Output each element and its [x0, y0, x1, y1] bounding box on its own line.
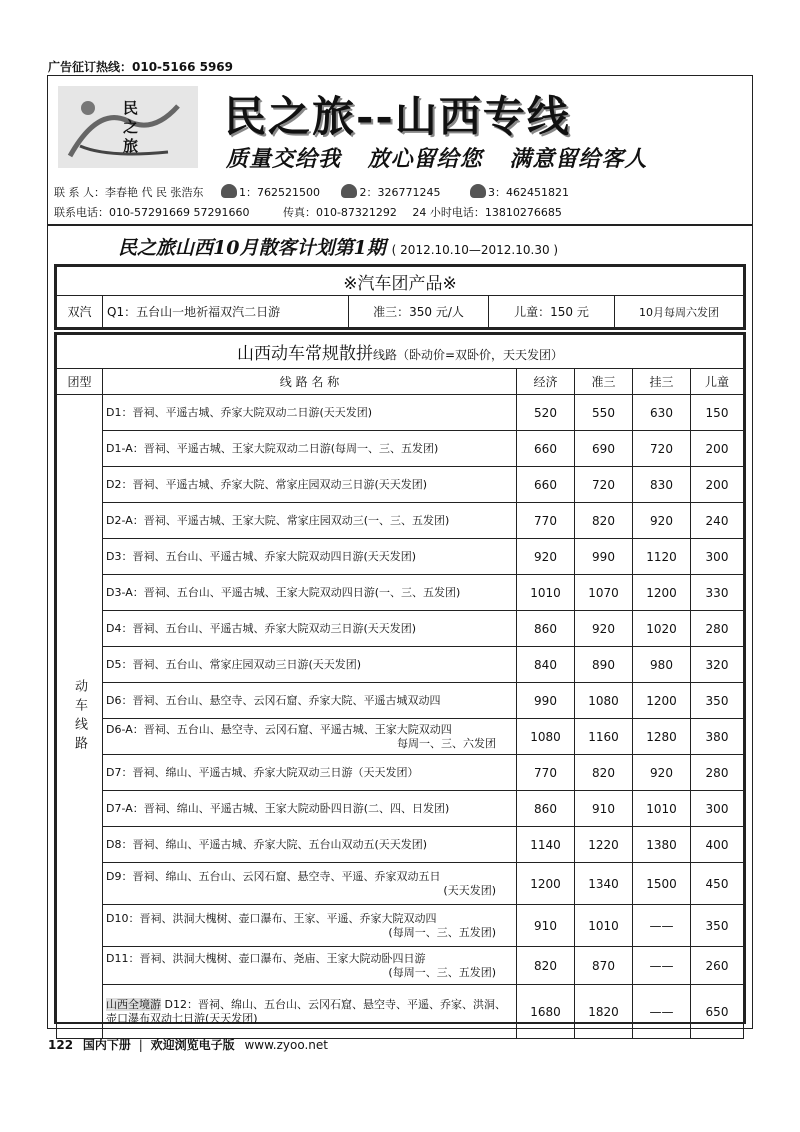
price-economy-cell: 770 — [517, 755, 575, 791]
train-table — [56, 334, 744, 1039]
col-header-child: 儿童 — [691, 369, 744, 395]
company-logo — [58, 86, 198, 168]
route-name-cell — [103, 791, 517, 827]
table-row — [57, 611, 744, 647]
contact-line-1 — [54, 184, 569, 200]
route-name-cell — [103, 647, 517, 683]
route-name-cell — [103, 683, 517, 719]
header — [48, 76, 752, 219]
page-frame — [47, 75, 753, 1029]
route-name-cell — [103, 947, 517, 985]
price-standard-cell: 1080 — [575, 683, 633, 719]
table-row — [57, 719, 744, 755]
price-superior-cell: —— — [633, 985, 691, 1039]
contact-line-2 — [54, 204, 562, 220]
route-text: D8：晋祠、绵山、平遥古城、乔家大院、五台山双动五(天天发团) — [106, 837, 428, 851]
price-standard-cell: 920 — [575, 611, 633, 647]
route-text-line2: (每周一、三、五发团) — [388, 965, 496, 979]
price-child-cell: 200 — [691, 431, 744, 467]
bus-route: Q1：五台山一地祈福双汽二日游 — [103, 296, 349, 328]
route-text-line2: (每周一、三、五发团) — [388, 925, 496, 939]
price-standard-cell: 1820 — [575, 985, 633, 1039]
table-row — [57, 395, 744, 431]
table-row — [57, 575, 744, 611]
table-row — [57, 905, 744, 947]
route-name-cell — [103, 539, 517, 575]
price-child-cell: 320 — [691, 647, 744, 683]
price-superior-cell: 1200 — [633, 683, 691, 719]
price-child-cell: 330 — [691, 575, 744, 611]
route-name-cell — [103, 395, 517, 431]
price-child-cell: 380 — [691, 719, 744, 755]
route-name-cell — [103, 905, 517, 947]
price-standard-cell: 820 — [575, 503, 633, 539]
route-name-cell — [103, 431, 517, 467]
contact-phone: 联系电话：010-57291669 57291660 — [54, 206, 250, 219]
plan-title-text: 民之旅山西10月散客计划第1期 — [118, 237, 386, 259]
price-standard-cell: 1070 — [575, 575, 633, 611]
price-standard-cell: 990 — [575, 539, 633, 575]
price-standard-cell: 690 — [575, 431, 633, 467]
col-header-type: 团型 — [57, 369, 103, 395]
page-number: 122 — [48, 1038, 74, 1052]
route-text: D7：晋祠、绵山、平遥古城、乔家大院双动三日游（天天发团） — [106, 765, 419, 779]
table-row — [57, 791, 744, 827]
route-text-line2: (天天发团) — [443, 883, 496, 897]
price-economy-cell: 660 — [517, 467, 575, 503]
price-superior-cell: 1010 — [633, 791, 691, 827]
route-text: D11：晋祠、洪洞大槐树、壶口瀑布、尧庙、王家大院动卧四日游 — [106, 951, 426, 965]
price-child-cell: 260 — [691, 947, 744, 985]
route-name-cell — [103, 863, 517, 905]
price-superior-cell: 1120 — [633, 539, 691, 575]
price-standard-cell: 820 — [575, 755, 633, 791]
qq-icon — [470, 184, 486, 198]
col-header-economy: 经济 — [517, 369, 575, 395]
price-superior-cell: 630 — [633, 395, 691, 431]
table-row — [57, 985, 744, 1039]
footer-section: 国内下册 — [82, 1038, 131, 1052]
plan-period: ( 2012.10.10—2012.10.30 ) — [391, 243, 559, 257]
price-superior-cell: 1380 — [633, 827, 691, 863]
route-text: D10：晋祠、洪洞大槐树、壶口瀑布、王家、平遥、乔家大院双动四 — [106, 911, 437, 925]
bus-type: 双汽 — [57, 296, 103, 328]
price-standard-cell: 1010 — [575, 905, 633, 947]
footer-url: www.zyoo.net — [244, 1038, 328, 1052]
qq-2: 2：326771245 — [359, 186, 441, 199]
route-text: D5：晋祠、五台山、常家庄园双动三日游(天天发团) — [106, 657, 362, 671]
table-row — [57, 467, 744, 503]
route-name-cell — [103, 827, 517, 863]
price-economy-cell: 910 — [517, 905, 575, 947]
route-name-cell — [103, 985, 517, 1039]
train-heading-main: 山西动车常规散拼 — [236, 344, 373, 364]
table-header-row — [57, 369, 744, 395]
contact-fax: 传真：010-87321292 — [282, 206, 397, 219]
price-child-cell: 150 — [691, 395, 744, 431]
price-standard-cell: 910 — [575, 791, 633, 827]
price-superior-cell: 830 — [633, 467, 691, 503]
contact-24h: 24 小时电话：13810276685 — [412, 206, 562, 219]
price-economy-cell: 1010 — [517, 575, 575, 611]
price-superior-cell: 920 — [633, 755, 691, 791]
price-child-cell: 400 — [691, 827, 744, 863]
route-text-line2: 每周一、三、六发团 — [397, 736, 496, 750]
table-row — [57, 947, 744, 985]
route-text: D3：晋祠、五台山、平遥古城、乔家大院双动四日游(天天发团) — [106, 549, 417, 563]
bus-section — [54, 264, 746, 330]
price-superior-cell: 1020 — [633, 611, 691, 647]
price-standard-cell: 550 — [575, 395, 633, 431]
train-section — [54, 332, 746, 1024]
route-name-cell — [103, 503, 517, 539]
bus-heading: ※汽车团产品※ — [57, 267, 744, 296]
plan-title — [118, 233, 558, 260]
contact-people: 联 系 人：李春艳 代 民 张浩东 — [54, 186, 204, 199]
price-economy-cell: 770 — [517, 503, 575, 539]
table-row — [57, 755, 744, 791]
route-text: D12：晋祠、绵山、五台山、云冈石窟、悬空寺、平遥、乔家、洪洞、壶口瀑布双动七日游(天天发团) — [106, 997, 506, 1025]
group-type-cell: 动车线路 — [57, 395, 103, 1039]
price-economy-cell: 840 — [517, 647, 575, 683]
table-row — [57, 431, 744, 467]
price-child-cell: 280 — [691, 755, 744, 791]
table-row — [57, 683, 744, 719]
table-row — [57, 827, 744, 863]
brand-title: 民之旅--山西专线 — [224, 92, 571, 141]
route-name-cell — [103, 611, 517, 647]
col-header-standard: 准三 — [575, 369, 633, 395]
price-economy-cell: 1140 — [517, 827, 575, 863]
price-child-cell: 300 — [691, 539, 744, 575]
price-child-cell: 350 — [691, 905, 744, 947]
bus-schedule: 10月每周六发团 — [615, 296, 744, 328]
price-child-cell: 350 — [691, 683, 744, 719]
price-economy-cell: 920 — [517, 539, 575, 575]
qq-3: 3：462451821 — [487, 186, 569, 199]
price-child-cell: 200 — [691, 467, 744, 503]
route-text: D3-A：晋祠、五台山、平遥古城、王家大院双动四日游(一、三、五发团) — [106, 585, 461, 599]
footer-note: 欢迎浏览电子版 — [150, 1038, 235, 1052]
col-header-route: 线 路 名 称 — [103, 369, 517, 395]
route-text: D9：晋祠、绵山、五台山、云冈石窟、悬空寺、平遥、乔家双动五日 — [106, 869, 441, 883]
price-superior-cell: 1500 — [633, 863, 691, 905]
price-economy-cell: 660 — [517, 431, 575, 467]
price-superior-cell: 1280 — [633, 719, 691, 755]
price-child-cell: 280 — [691, 611, 744, 647]
route-name-cell — [103, 719, 517, 755]
price-economy-cell: 860 — [517, 611, 575, 647]
route-name-cell — [103, 467, 517, 503]
price-child-cell: 240 — [691, 503, 744, 539]
price-superior-cell: —— — [633, 947, 691, 985]
price-superior-cell: 920 — [633, 503, 691, 539]
table-row — [57, 863, 744, 905]
train-heading-note: 线路（卧动价=双卧价，天天发团） — [372, 348, 564, 362]
route-text: D1-A：晋祠、平遥古城、王家大院双动二日游(每周一、三、五发团) — [106, 441, 439, 455]
route-text: D6-A：晋祠、五台山、悬空寺、云冈石窟、平遥古城、王家大院双动四 — [106, 722, 452, 736]
price-child-cell: 300 — [691, 791, 744, 827]
price-standard-cell: 870 — [575, 947, 633, 985]
price-economy-cell: 860 — [517, 791, 575, 827]
ad-hotline: 广告征订热线：010-5166 5969 — [48, 60, 234, 74]
price-standard-cell: 720 — [575, 467, 633, 503]
table-row — [57, 539, 744, 575]
col-header-superior: 挂三 — [633, 369, 691, 395]
price-superior-cell: —— — [633, 905, 691, 947]
price-economy-cell: 1080 — [517, 719, 575, 755]
route-name-cell — [103, 755, 517, 791]
slogan: 质量交给我 放心留给您 满意留给客人 — [226, 146, 648, 172]
price-economy-cell: 1200 — [517, 863, 575, 905]
price-superior-cell: 720 — [633, 431, 691, 467]
qq-icon — [341, 184, 357, 198]
price-economy-cell: 1680 — [517, 985, 575, 1039]
price-economy-cell: 820 — [517, 947, 575, 985]
route-name-cell — [103, 575, 517, 611]
price-superior-cell: 1200 — [633, 575, 691, 611]
price-superior-cell: 980 — [633, 647, 691, 683]
route-text: D2：晋祠、平遥古城、乔家大院、常家庄园双动三日游(天天发团) — [106, 477, 428, 491]
price-economy-cell: 520 — [517, 395, 575, 431]
price-economy-cell: 990 — [517, 683, 575, 719]
price-standard-cell: 1160 — [575, 719, 633, 755]
logo-text: 民之旅 — [121, 100, 139, 157]
route-text: D6：晋祠、五台山、悬空寺、云冈石窟、乔家大院、平遥古城双动四 — [106, 693, 441, 707]
price-standard-cell: 1340 — [575, 863, 633, 905]
route-text: D1：晋祠、平遥古城、乔家大院双动二日游(天天发团) — [106, 405, 373, 419]
price-standard-cell: 890 — [575, 647, 633, 683]
footer: 122 国内下册 | 欢迎浏览电子版 www.zyoo.net — [48, 1038, 328, 1052]
route-text: D4：晋祠、五台山、平遥古城、乔家大院双动三日游(天天发团) — [106, 621, 417, 635]
route-text: D7-A：晋祠、绵山、平遥古城、王家大院动卧四日游(二、四、日发团) — [106, 801, 450, 815]
route-tag: 山西全境游 — [106, 997, 161, 1011]
plan-title-bar — [48, 224, 752, 262]
price-standard-cell: 1220 — [575, 827, 633, 863]
price-child-cell: 650 — [691, 985, 744, 1039]
table-row — [57, 503, 744, 539]
qq-1: 1：762521500 — [238, 186, 320, 199]
bus-standard-price: 准三：350 元/人 — [349, 296, 489, 328]
price-child-cell: 450 — [691, 863, 744, 905]
train-heading — [57, 335, 744, 369]
table-row — [57, 647, 744, 683]
qq-icon — [221, 184, 237, 198]
bus-child-price: 儿童：150 元 — [489, 296, 615, 328]
route-text: D2-A：晋祠、平遥古城、王家大院、常家庄园双动三(一、三、五发团) — [106, 513, 450, 527]
